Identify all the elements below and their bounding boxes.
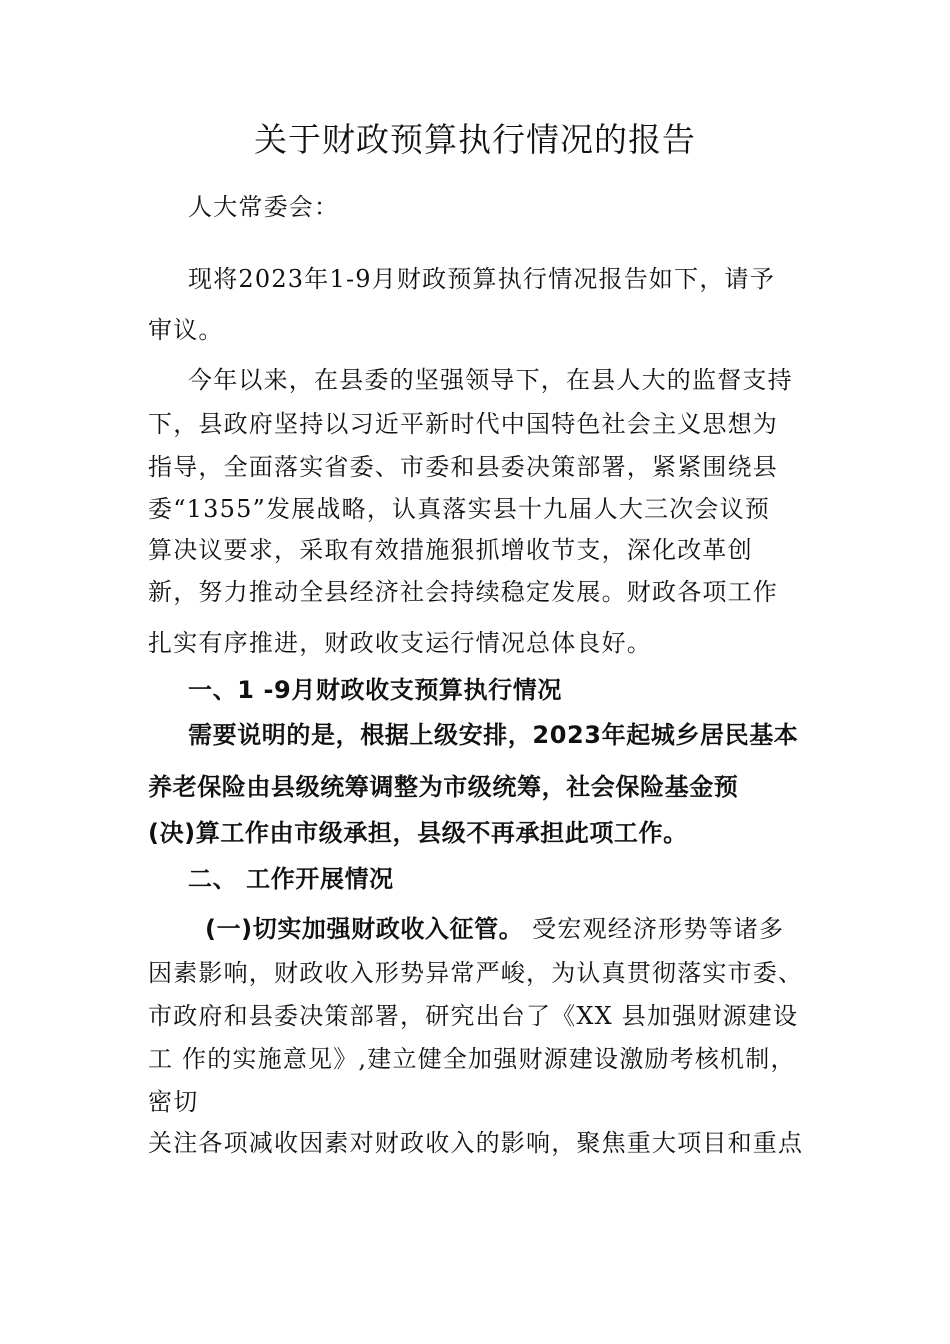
- paragraph-line: 今年以来，在县委的坚强领导下，在县人大的监督支持: [188, 366, 793, 394]
- note-line: 养老保险由县级统筹调整为市级统筹，社会保险基金预: [148, 773, 739, 801]
- section-heading-1: 一、1 -9月财政收支预算执行情况: [188, 676, 562, 704]
- document-title: 关于财政预算执行情况的报告: [254, 120, 696, 159]
- subsection-text: 受宏观经济形势等诸多: [523, 915, 785, 943]
- subsection-line: 市政府和县委决策部署，研究出台了《XX 县加强财源建设: [148, 1002, 799, 1030]
- note-line: (决)算工作由市级承担，县级不再承担此项工作。: [148, 819, 688, 847]
- paragraph-line: 指导，全面落实省委、市委和县委决策部署，紧紧围绕县: [148, 453, 778, 481]
- intro-line: 现将2023年1-9月财政预算执行情况报告如下，请予: [188, 265, 775, 293]
- paragraph-line: 扎实有序推进，财政收支运行情况总体良好。: [148, 629, 652, 657]
- paragraph-line: 下，县政府坚持以习近平新时代中国特色社会主义思想为: [148, 410, 778, 438]
- subsection-line: 因素影响，财政收入形势异常严峻，为认真贯彻落实市委、: [148, 959, 804, 987]
- salutation: 人大常委会：: [188, 193, 340, 221]
- subsection-line: [205, 914, 784, 944]
- paragraph-line: 算决议要求，采取有效措施狠抓增收节支，深化改革创: [148, 536, 753, 564]
- subsection-line: 密切: [148, 1088, 199, 1116]
- paragraph-line: 委“1355”发展战略，认真落实县十九届人大三次会议预: [148, 495, 771, 523]
- subsection-line: 工 作的实施意见》,建立健全加强财源建设激励考核机制，: [148, 1045, 796, 1073]
- paragraph-line: 新，努力推动全县经济社会持续稳定发展。财政各项工作: [148, 578, 778, 606]
- subsection-lead: (一)切实加强财政收入征管。: [205, 915, 524, 943]
- section-heading-2: 二、 工作开展情况: [188, 865, 394, 893]
- note-line: 需要说明的是，根据上级安排，2023年起城乡居民基本: [188, 721, 799, 749]
- intro-line: 审议。: [148, 316, 224, 344]
- subsection-line: 关注各项减收因素对财政收入的影响，聚焦重大项目和重点: [148, 1129, 804, 1157]
